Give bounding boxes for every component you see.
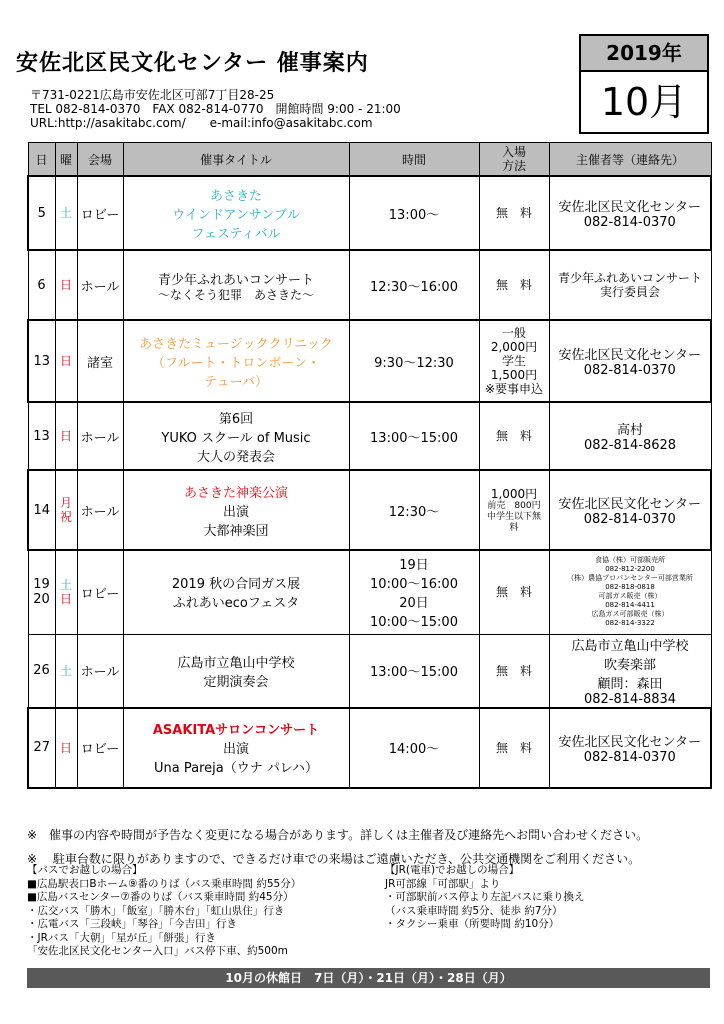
event-time-line: 13:00～15:00 [370, 430, 458, 446]
event-day [28, 708, 55, 788]
event-venue: 諸室 [77, 320, 123, 402]
access-bus-line: ■広島バスセンター⑦番のりば（バス乗車時間 約45分） [27, 891, 294, 903]
event-time [349, 250, 479, 320]
event-day [28, 176, 55, 250]
event-host [549, 402, 711, 470]
col-header-time: 時間 [349, 143, 479, 177]
host-line: 広島市立亀山中学校 [571, 638, 689, 654]
event-row [28, 176, 711, 250]
event-host [549, 250, 711, 320]
weekday-label: 祝 [59, 510, 72, 524]
entry-line: 無 料 [495, 429, 532, 443]
event-day-number: 14 [33, 502, 51, 518]
host-line: （株）農協プロパンセンター可部営業所 [567, 574, 693, 583]
event-time [349, 550, 479, 634]
event-time-line: 13:00～ [388, 207, 440, 223]
event-row [28, 708, 711, 788]
event-day-number: 13 [33, 353, 51, 369]
event-venue: ロビー [77, 550, 123, 634]
host-line: 吹奏楽部 [603, 657, 656, 673]
access-bus-line: ■広島駅表口Bホーム⑨番のりば（バス乗車時間 約55分） [27, 877, 302, 890]
host-line: 082-814-3322 [605, 619, 655, 628]
event-time [349, 634, 479, 708]
entry-line: 学生 [501, 354, 526, 368]
entry-line: ※要事申込 [484, 382, 544, 396]
event-time-line: 10:00～15:00 [370, 615, 458, 631]
date-box [579, 34, 709, 134]
event-title-line: フェスティバル [191, 226, 281, 242]
event-title [123, 402, 349, 470]
event-title-line: あさきた [209, 188, 262, 204]
event-weekday [55, 402, 77, 470]
host-line: 082-814-0370 [583, 749, 676, 765]
entry-line: 一般 [501, 326, 526, 340]
event-entry [479, 402, 549, 470]
event-title-line: 広島市立亀山中学校 [177, 655, 295, 671]
weekday-label: 日 [59, 278, 72, 292]
event-title [123, 320, 349, 402]
event-time-line: 14:00～ [388, 742, 440, 757]
col-header-entry-label: 入場方法 [501, 145, 526, 173]
event-title-line: テューバ） [204, 374, 268, 390]
event-title-line: 定期演奏会 [203, 674, 269, 690]
weekday-label: 日 [59, 592, 72, 607]
event-weekday [55, 708, 77, 788]
access-jr-line: ・可部駅前バス停より左記バスに乗り換え [385, 891, 585, 903]
host-line: 食協（株）可部販売所 [595, 556, 665, 565]
event-title-line: 青少年ふれあいコンサート [157, 272, 314, 288]
entry-line: 1,500円 [490, 368, 538, 382]
access-bus-line: 「安佐北区民文化センター入口」バス停下車、約500m [27, 945, 288, 957]
host-line: 082-814-4411 [605, 601, 655, 610]
event-title [123, 176, 349, 250]
event-row [28, 550, 711, 634]
event-title [123, 250, 349, 320]
event-day [28, 634, 55, 708]
event-time-line: 19日 [399, 558, 429, 574]
entry-line: 料 [509, 522, 519, 533]
year-label: 2019年 [581, 36, 707, 72]
event-title-line: （フルート・トロンボーン・ [151, 355, 321, 371]
event-venue: ロビー [77, 708, 123, 788]
event-day [28, 470, 55, 550]
event-time-line: 10:00～16:00 [370, 577, 458, 593]
event-entry [479, 634, 549, 708]
access-jr-line: 【JR(電車)でお越しの場合】 [385, 864, 520, 876]
access-jr-line: JR可部線「可部駅」より [385, 877, 501, 890]
col-header-dow: 曜 [55, 143, 77, 177]
access-bus-line: 【バスでお越しの場合】 [27, 864, 143, 876]
contact-info [30, 88, 401, 130]
weekday-label: 日 [59, 740, 72, 755]
tel-fax-hours: TEL 082-814-0370 FAX 082-814-0770 開館時間 9:00 - 21:00 [30, 102, 401, 116]
event-title-line: ～なくそう犯罪 あさきた～ [157, 287, 314, 302]
entry-line: 無 料 [495, 663, 532, 678]
host-line: 実行委員会 [599, 285, 660, 299]
event-title-line: あさきた神楽公演 [183, 485, 288, 501]
event-entry [479, 176, 549, 250]
entry-line: 無 料 [495, 206, 532, 220]
event-time-line: 12:30～16:00 [370, 279, 458, 295]
event-schedule-table [27, 142, 712, 789]
host-line: 安佐北区民文化センター [558, 734, 701, 750]
closed-days-banner: 10月の休館日 7日（月）・21日（月）・28日（月） [27, 968, 710, 988]
host-line: 082-814-0370 [583, 215, 676, 230]
event-day-number: 27 [33, 740, 51, 755]
web-email: URL:http://asakitabc.com/ e-mail:info@asakitabc.com [30, 116, 373, 130]
event-venue: ホール [77, 470, 123, 550]
event-day-number: 26 [33, 663, 50, 678]
event-host [549, 470, 711, 550]
event-venue: ホール [77, 250, 123, 320]
event-weekday [55, 176, 77, 250]
event-host [549, 176, 711, 250]
event-entry [479, 550, 549, 634]
event-host [549, 634, 711, 708]
event-row [28, 250, 711, 320]
event-title-line: ウインドアンサンブル [172, 207, 300, 223]
event-title-line: 大人の発表会 [196, 449, 275, 465]
event-row [28, 634, 711, 708]
event-title-line: 第6回 [218, 411, 254, 427]
weekday-label: 月 [59, 496, 72, 510]
event-title-line: YUKO スクール of Music [161, 430, 311, 446]
event-time [349, 320, 479, 402]
event-title-line: ふれあいecoフェスタ [172, 596, 300, 612]
host-line: 可部ガス販売（株） [598, 592, 662, 601]
host-line: 青少年ふれあいコンサート [557, 271, 702, 285]
event-host [549, 320, 711, 402]
event-day [28, 320, 55, 402]
host-line: 安佐北区民文化センター [558, 497, 701, 512]
host-line: 顧問：森田 [597, 676, 663, 692]
address: 〒731-0221広島市安佐北区可部7丁目28-25 [30, 88, 275, 102]
event-day [28, 402, 55, 470]
event-row [28, 402, 711, 470]
event-day-number: 6 [37, 277, 46, 293]
host-line: 082-814-0370 [583, 512, 676, 527]
event-weekday [55, 634, 77, 708]
host-line: 高村 [616, 423, 643, 438]
weekday-label: 日 [59, 354, 72, 368]
event-time-line: 20日 [399, 596, 429, 612]
weekday-label: 土 [59, 578, 72, 593]
note-parking: ※ 駐車台数に限りがありますので、できるだけ車での来場はご遠慮いただき、公共交通機関をご利用ください。 [27, 852, 641, 866]
event-title-line: 出演 [222, 742, 249, 757]
event-title-line: 出演 [222, 504, 249, 520]
event-entry [479, 708, 549, 788]
access-bus-line: ・JRバス「大朝」「星が丘」「餅張」行き [27, 931, 216, 944]
event-venue: ロビー [77, 176, 123, 250]
table-header-row [28, 143, 711, 177]
access-jr [385, 864, 585, 932]
event-host [549, 550, 711, 634]
weekday-label: 土 [59, 663, 72, 678]
event-host [549, 708, 711, 788]
month-label: 10月 [600, 80, 688, 124]
col-header-host: 主催者等（連絡先） [549, 143, 711, 177]
access-jr-line: （バス乗車時間 約5分、徒歩 約7分） [385, 904, 563, 917]
col-header-entry [479, 143, 549, 177]
event-title-line: ASAKITAサロンコンサート [152, 723, 320, 738]
event-weekday [55, 250, 77, 320]
host-line: 082-814-8628 [583, 438, 677, 453]
event-row [28, 470, 711, 550]
event-venue: ホール [77, 402, 123, 470]
event-time-line: 12:30～ [388, 504, 440, 520]
event-entry [479, 250, 549, 320]
event-title-line: 大都神楽団 [203, 523, 269, 539]
weekday-label: 日 [59, 429, 72, 443]
access-bus [27, 864, 301, 959]
event-title [123, 550, 349, 634]
host-line: 安佐北区民文化センター [558, 348, 701, 363]
event-day-number: 5 [37, 205, 46, 221]
entry-line: 2,000円 [490, 340, 538, 354]
col-header-day: 日 [28, 143, 55, 177]
event-weekday [55, 470, 77, 550]
event-weekday [55, 550, 77, 634]
event-row [28, 320, 711, 402]
event-day-number: 13 [33, 428, 50, 444]
host-line: 広島ガス可部販売（株） [591, 610, 669, 619]
host-line: 082-812-2200 [605, 565, 655, 574]
access-jr-line: ・タクシー乗車（所要時間 約10分） [385, 918, 560, 930]
event-entry [479, 320, 549, 402]
event-title [123, 470, 349, 550]
access-bus-line: ・広電バス「三段峡」「琴谷」「今吉田」行き [27, 918, 237, 930]
event-venue: ホール [77, 634, 123, 708]
entry-line: 無 料 [495, 740, 532, 755]
event-title [123, 708, 349, 788]
event-day [28, 250, 55, 320]
event-day-number: 20 [33, 592, 50, 608]
host-line: 082-814-0370 [583, 363, 676, 378]
event-day-number: 19 [33, 577, 50, 593]
entry-line: 無 料 [495, 278, 532, 292]
host-line: 082-814-8834 [583, 691, 677, 707]
entry-line: 1,000円 [490, 486, 538, 501]
event-title-line: Una Pareja（ウナ パレハ） [154, 761, 318, 776]
event-time [349, 402, 479, 470]
entry-line: 中学生以下無 [486, 511, 541, 522]
event-title [123, 634, 349, 708]
note-change: ※ 催事の内容や時間が予告なく変更になる場合があります。詳しくは主催者及び連絡先へお問い合わせください。 [27, 828, 649, 842]
entry-line: 無 料 [495, 585, 532, 600]
event-time [349, 708, 479, 788]
event-time [349, 176, 479, 250]
event-day [28, 550, 55, 634]
event-title-line: 2019 秋の合同ガス展 [171, 577, 301, 593]
access-bus-line: ・広交バス「勝木」「飯室」「勝木台」「虹山県住」行き [27, 904, 285, 917]
host-line: 安佐北区民文化センター [558, 200, 701, 215]
col-header-venue: 会場 [77, 143, 123, 177]
event-time-line: 9:30～12:30 [374, 355, 454, 371]
weekday-label: 土 [59, 206, 72, 220]
event-title-line: あさきたミュージッククリニック [139, 336, 333, 352]
col-header-title: 催事タイトル [123, 143, 349, 177]
host-line: 082-818-0818 [605, 583, 655, 592]
event-time [349, 470, 479, 550]
page-title: 安佐北区民文化センター 催事案内 [16, 51, 369, 76]
event-entry [479, 470, 549, 550]
event-time-line: 13:00～15:00 [370, 665, 458, 680]
entry-line: 前売 800円 [487, 500, 541, 511]
event-weekday [55, 320, 77, 402]
